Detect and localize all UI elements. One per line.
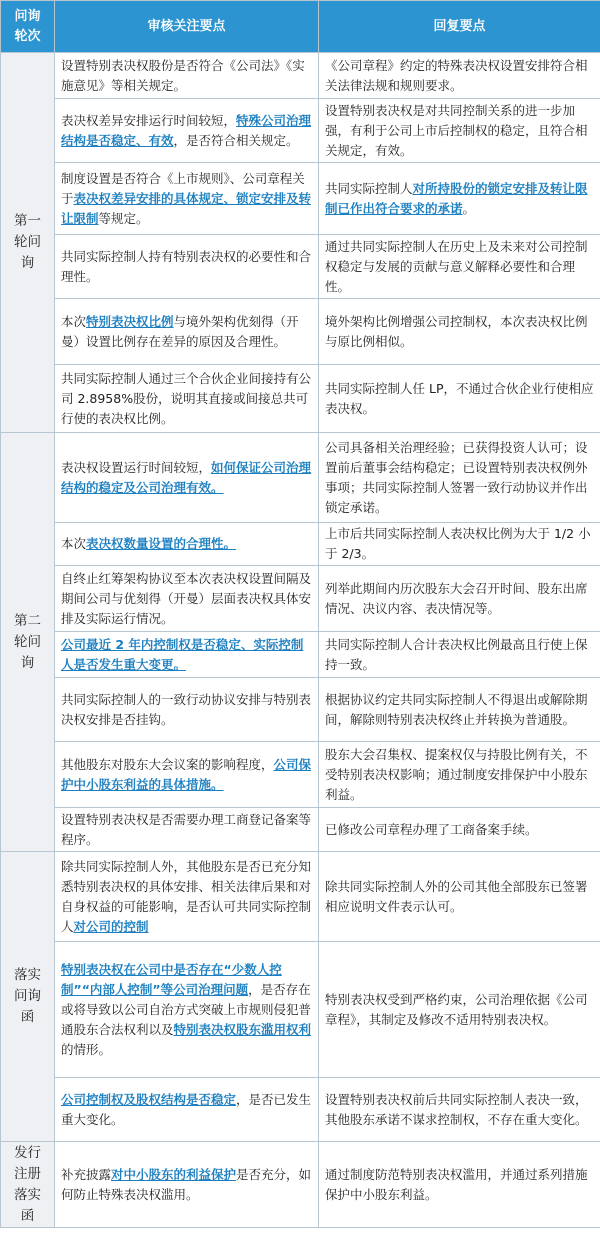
reply-point-cell: 共同实际控制人任 LP，不通过合伙企业行使相应表决权。 <box>319 365 600 433</box>
reply-point-cell: 设置特别表决权是对共同控制关系的进一步加强，有利于公司上市后控制权的稳定，且符合相关规定，有效。 <box>319 99 600 163</box>
plain-text: 等规定。 <box>98 210 149 226</box>
highlight-text: 特别表决权比例 <box>86 313 174 329</box>
table-row <box>1 632 600 678</box>
table-row <box>1 299 600 365</box>
reply-point-cell: 通过制度防范特别表决权滥用，并通过系列措施保护中小股东利益。 <box>319 1142 600 1228</box>
plain-text: 设置特别表决权是否需要办理工商登记备案等程序。 <box>61 811 312 847</box>
highlight-text: 特别表决权股东滥用权利 <box>173 1021 312 1037</box>
table-header-row <box>1 1 600 53</box>
reply-point-cell: 公司具备相关治理经验；已获得投资人认可；设置前后董事会结构稳定；已设置特别表决权例外事项；共同实际控制人签署一致行动协议并作出锁定承诺。 <box>319 433 600 523</box>
table-row <box>1 433 600 523</box>
review-point-cell <box>55 365 319 433</box>
plain-text: ，是否符合相关规定。 <box>173 132 299 148</box>
round-label: 落实 问询 函 <box>1 852 55 1142</box>
review-point-cell <box>55 523 319 566</box>
table-row <box>1 53 600 99</box>
reply-point-cell: 共同实际控制人合计表决权比例最高且行使上保持一致。 <box>319 632 600 678</box>
review-point-cell <box>55 742 319 808</box>
table-row <box>1 742 600 808</box>
highlight-text: 对中小股东的利益保护 <box>111 1166 237 1182</box>
table-row <box>1 942 600 1078</box>
reply-point-cell: 已修改公司章程办理了工商备案手续。 <box>319 808 600 852</box>
highlight-text: 如何保证公司治理结构的稳定及公司治理有效。 <box>61 459 312 495</box>
plain-text: 其他股东对股东大会议案的影响程度， <box>61 756 274 772</box>
reply-point-cell <box>319 163 600 235</box>
highlight-text: 对所持股份的锁定安排及转让限制已作出符合要求的承诺 <box>325 180 588 216</box>
table-row <box>1 523 600 566</box>
round-label: 发行 注册 落实 函 <box>1 1142 55 1228</box>
table-row <box>1 808 600 852</box>
review-point-cell <box>55 632 319 678</box>
plain-text: 制度设置是否符合《上市规则》、公司章程关于 <box>61 170 305 206</box>
highlight-text: 特殊公司治理结构是否稳定、有效 <box>61 112 312 148</box>
plain-text: ，是否已发生重大变化。 <box>61 1091 312 1127</box>
review-point-cell <box>55 99 319 163</box>
header-round: 问询 轮次 <box>1 1 55 53</box>
review-point-cell <box>55 852 319 942</box>
table-row <box>1 365 600 433</box>
reply-point-cell: 列举此期间内历次股东大会召开时间、股东出席情况、决议内容、表决情况等。 <box>319 566 600 632</box>
plain-text: 。 <box>462 200 476 216</box>
plain-text: 表决权差异安排运行时间较短， <box>61 112 237 128</box>
plain-text: 与境外架构优刻得（开曼）设置比例存在差异的原因及合理性。 <box>61 313 299 349</box>
review-point-cell <box>55 808 319 852</box>
reply-point-cell: 设置特别表决权前后共同实际控制人表决一致，其他股东承诺不谋求控制权，不存在重大变化。 <box>319 1078 600 1142</box>
review-point-cell <box>55 566 319 632</box>
review-point-cell <box>55 433 319 523</box>
highlight-text: 表决权数量设置的合理性。 <box>86 536 237 551</box>
plain-text: 除共同实际控制人外，其他股东是否已充分知悉特别表决权的具体安排、相关法律后果和对自身权益的可能影响，是否认可共同实际控制人 <box>61 858 312 934</box>
reply-point-cell: 股东大会召集权、提案权仅与持股比例有关，不受特别表决权影响；通过制度安排保护中小股东利益。 <box>319 742 600 808</box>
highlight-text: 公司控制权及股权结构是否稳定 <box>61 1091 237 1107</box>
header-reply-points: 回复要点 <box>319 1 600 53</box>
plain-text: 补充披露 <box>61 1166 112 1182</box>
table-row <box>1 235 600 299</box>
review-point-cell <box>55 163 319 235</box>
plain-text: 的情形。 <box>61 1041 112 1057</box>
header-review-points: 审核关注要点 <box>55 1 319 53</box>
plain-text: 本次 <box>61 313 87 329</box>
plain-text: 共同实际控制人 <box>325 180 413 196</box>
review-point-cell <box>55 53 319 99</box>
review-point-cell <box>55 299 319 365</box>
table-row <box>1 1078 600 1142</box>
review-point-cell <box>55 235 319 299</box>
plain-text: 表决权设置运行时间较短， <box>61 459 212 475</box>
review-point-cell <box>55 678 319 742</box>
review-point-cell <box>55 942 319 1078</box>
plain-text: 共同实际控制人持有特别表决权的必要性和合理性。 <box>61 248 312 284</box>
plain-text: 本次 <box>61 536 87 551</box>
table-row <box>1 1142 600 1228</box>
reply-point-cell: 根据协议约定共同实际控制人不得退出或解除期间，解除则特别表决权终止并转换为普通股。 <box>319 678 600 742</box>
highlight-text: 公司最近 2 年内控制权是否稳定、实际控制人是否发生重大变更。 <box>61 636 304 672</box>
plain-text: 共同实际控制人的一致行动协议安排与特别表决权安排是否挂钩。 <box>61 691 312 727</box>
table-row <box>1 852 600 942</box>
reply-point-cell: 《公司章程》约定的特殊表决权设置安排符合相关法律法规和规则要求。 <box>319 53 600 99</box>
plain-text: ，是否存在或将导致以公司自治方式突破上市规则侵犯普通股东合法权利以及 <box>61 981 312 1037</box>
table-row <box>1 163 600 235</box>
plain-text: 是否充分，如何防止特殊表决权滥用。 <box>61 1166 312 1202</box>
review-point-cell <box>55 1078 319 1142</box>
table-body <box>1 53 600 1228</box>
reply-point-cell: 上市后共同实际控制人表决权比例为大于 1/2 小于 2/3。 <box>319 523 600 566</box>
highlight-text: 表决权差异安排的具体规定、锁定安排及转让限制 <box>61 190 312 226</box>
table-row <box>1 566 600 632</box>
reply-point-cell: 通过共同实际控制人在历史上及未来对公司控制权稳定与发展的贡献与意义解释必要性和合理性。 <box>319 235 600 299</box>
plain-text: 自终止红筹架构协议至本次表决权设置间隔及期间公司与优刻得（开曼）层面表决权具体安排及实际运行情况。 <box>61 570 312 626</box>
reply-point-cell: 特别表决权受到严格约束，公司治理依据《公司章程》，其制定及修改不适用特别表决权。 <box>319 942 600 1078</box>
plain-text: 共同实际控制人通过三个合伙企业间接持有公司 2.8958%股份，说明其直接或间接总共可行使的表决权比例。 <box>61 370 312 426</box>
highlight-text: 公司保护中小股东利益的具体措施。 <box>61 756 312 792</box>
reply-point-cell: 除共同实际控制人外的公司其他全部股东已签署相应说明文件表示认可。 <box>319 852 600 942</box>
plain-text: 设置特别表决权股份是否符合《公司法》《实施意见》等相关规定。 <box>61 57 305 93</box>
round-label: 第二 轮问 询 <box>1 433 55 852</box>
round-label: 第一 轮问 询 <box>1 53 55 433</box>
table-row <box>1 678 600 742</box>
reply-point-cell: 境外架构比例增强公司控制权，本次表决权比例与原比例相似。 <box>319 299 600 365</box>
highlight-text: 对公司的控制 <box>73 918 149 934</box>
review-point-cell <box>55 1142 319 1228</box>
highlight-text: 特别表决权在公司中是否存在“少数人控制”“内部人控制”等公司治理问题 <box>61 961 282 997</box>
table-row <box>1 99 600 163</box>
